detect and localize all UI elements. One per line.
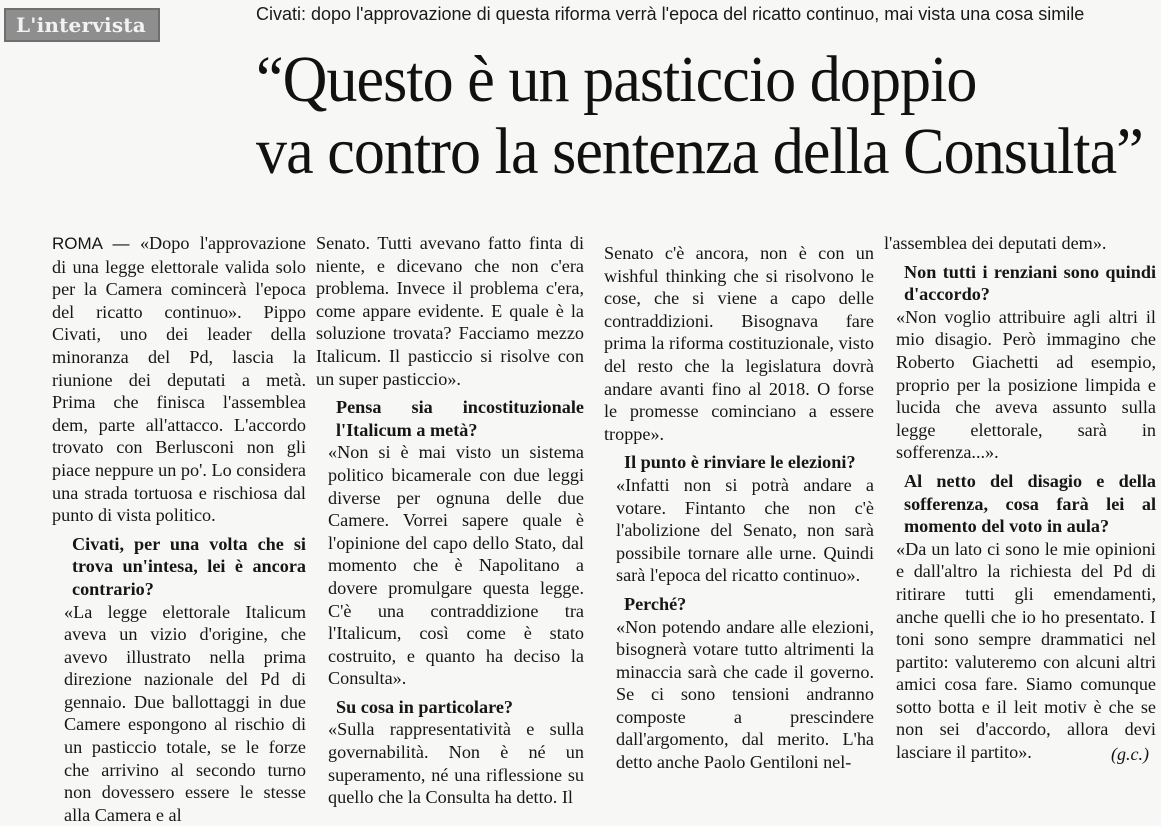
article-column-3 [604, 242, 874, 762]
paragraph: «Da un lato ci sono le mie opinioni e dall'altro la richiesta del Pd di ritirare tutti gli emendamenti, anche quelli che io ho presentato. I toni sono sempre drammatici nel partito: valuteremo con alcuni altri amici cosa fare. Siamo comunque sotto botta e il leit motiv è che se non sei d'accordo, allora devi lasciare il partito». [884, 538, 1156, 764]
paragraph: «La legge elettorale Italicum aveva un vizio d'origine, che avevo illustrato nella prima direzione nazionale del Pd di gennaio. Due ballottaggi in due Camere espongono al rischio di un pasticcio totale, se le forze che arrivino al secondo turno non dovessero essere le stesse alla Camera e al [52, 601, 306, 826]
headline-line-2: va contro la sentenza della Consulta” [256, 116, 1102, 188]
headline-line-1: “Questo è un pasticcio doppio [256, 44, 1102, 116]
question: Perché? [604, 593, 874, 616]
paragraph: Senato c'è ancora, non è con un wishful thinking che si risolvono le cose, che si viene a capo delle contraddizioni. Bisognava fare prima la riforma costituzionale, visto del resto che la legislatura dovrà andare avanti fino al 2018. O forse le promesse cominciano a essere troppe». [604, 242, 874, 445]
headline [256, 44, 1102, 188]
question: Civati, per una volta che si trova un'intesa, lei è ancora contrario? [52, 533, 306, 601]
paragraph: Senato. Tutti avevano fatto finta di niente, e dicevano che non c'era problema. Invece il problema c'era, come appare evidente. E quale è la soluzione trovata? Facciamo mezzo Italicum. Il pasticcio si risolve con un super pasticcio». [316, 232, 584, 390]
article-column-1 [52, 232, 306, 752]
article-column-2 [316, 232, 584, 752]
question: Pensa sia incostituzionale l'Italicum a metà? [316, 396, 584, 441]
kicker: Civati: dopo l'approvazione di questa riforma verrà l'epoca del ricatto continuo, mai vista una cosa simile [256, 4, 1156, 25]
article-column-4 [884, 232, 1156, 752]
paragraph: «Infatti non si potrà andare a votare. Fintanto che non c'è l'abolizione del Senato, non sarà possibile tornare alle urne. Quindi sarà l'epoca del ricatto continuo». [604, 474, 874, 587]
paragraph: «Non voglio attribuire agli altri il mio disagio. Però immagino che Roberto Giachetti ad esempio, proprio per la posizione limpida e lucida che aveva assunto sulla legge elettorale, sarà in sofferenza...». [884, 306, 1156, 464]
question: Non tutti i renziani sono quindi d'accordo? [884, 261, 1156, 306]
dateline: ROMA — [52, 234, 140, 253]
question: Su cosa in particolare? [316, 696, 584, 719]
paragraph [52, 232, 306, 527]
paragraph: «Non potendo andare alle elezioni, bisognerà votare tutto altrimenti la minaccia sarà che cade il governo. Se ci sono tensioni andranno composte a prescindere dall'argomento, dal merito. L'ha detto anche Paolo Gentiloni nel- [604, 616, 874, 774]
section-tag: L'intervista [4, 8, 160, 42]
question: Al netto del disagio e della sofferenza, cosa farà lei al momento del voto in aula? [884, 470, 1156, 538]
paragraph: «Sulla rappresentatività e sulla governabilità. Non è né un superamento, né una riflessione su quello che la Consulta ha detto. Il [316, 718, 584, 808]
paragraph-text: «Dopo l'approvazione di una legge elettorale valida solo per la Camera comincerà l'epoca del ricatto continuo». Pippo Civati, uno dei leader della minoranza del Pd, lascia la riunione dei deputati a metà. Prima che finisca l'assemblea dem, parte all'attacco. L'accordo trovato con Berlusconi non gli piace neppure un po'. Lo considera una strada tortuosa e rischiosa dal punto di vista politico. [52, 233, 306, 525]
author-signature: (g.c.) [1111, 744, 1149, 765]
paragraph: «Non si è mai visto un sistema politico bicamerale con due leggi diverse per ognuna delle due Camere. Vorrei sapere quale è l'opinione del capo dello Stato, dal momento che è Napolitano a dovere promulgare questa legge. C'è una contraddizione tra l'Italicum, così come è stato costruito, e quanto ha deciso la Consulta». [316, 441, 584, 690]
question: Il punto è rinviare le elezioni? [604, 451, 874, 474]
paragraph: l'assemblea dei deputati dem». [884, 232, 1156, 255]
